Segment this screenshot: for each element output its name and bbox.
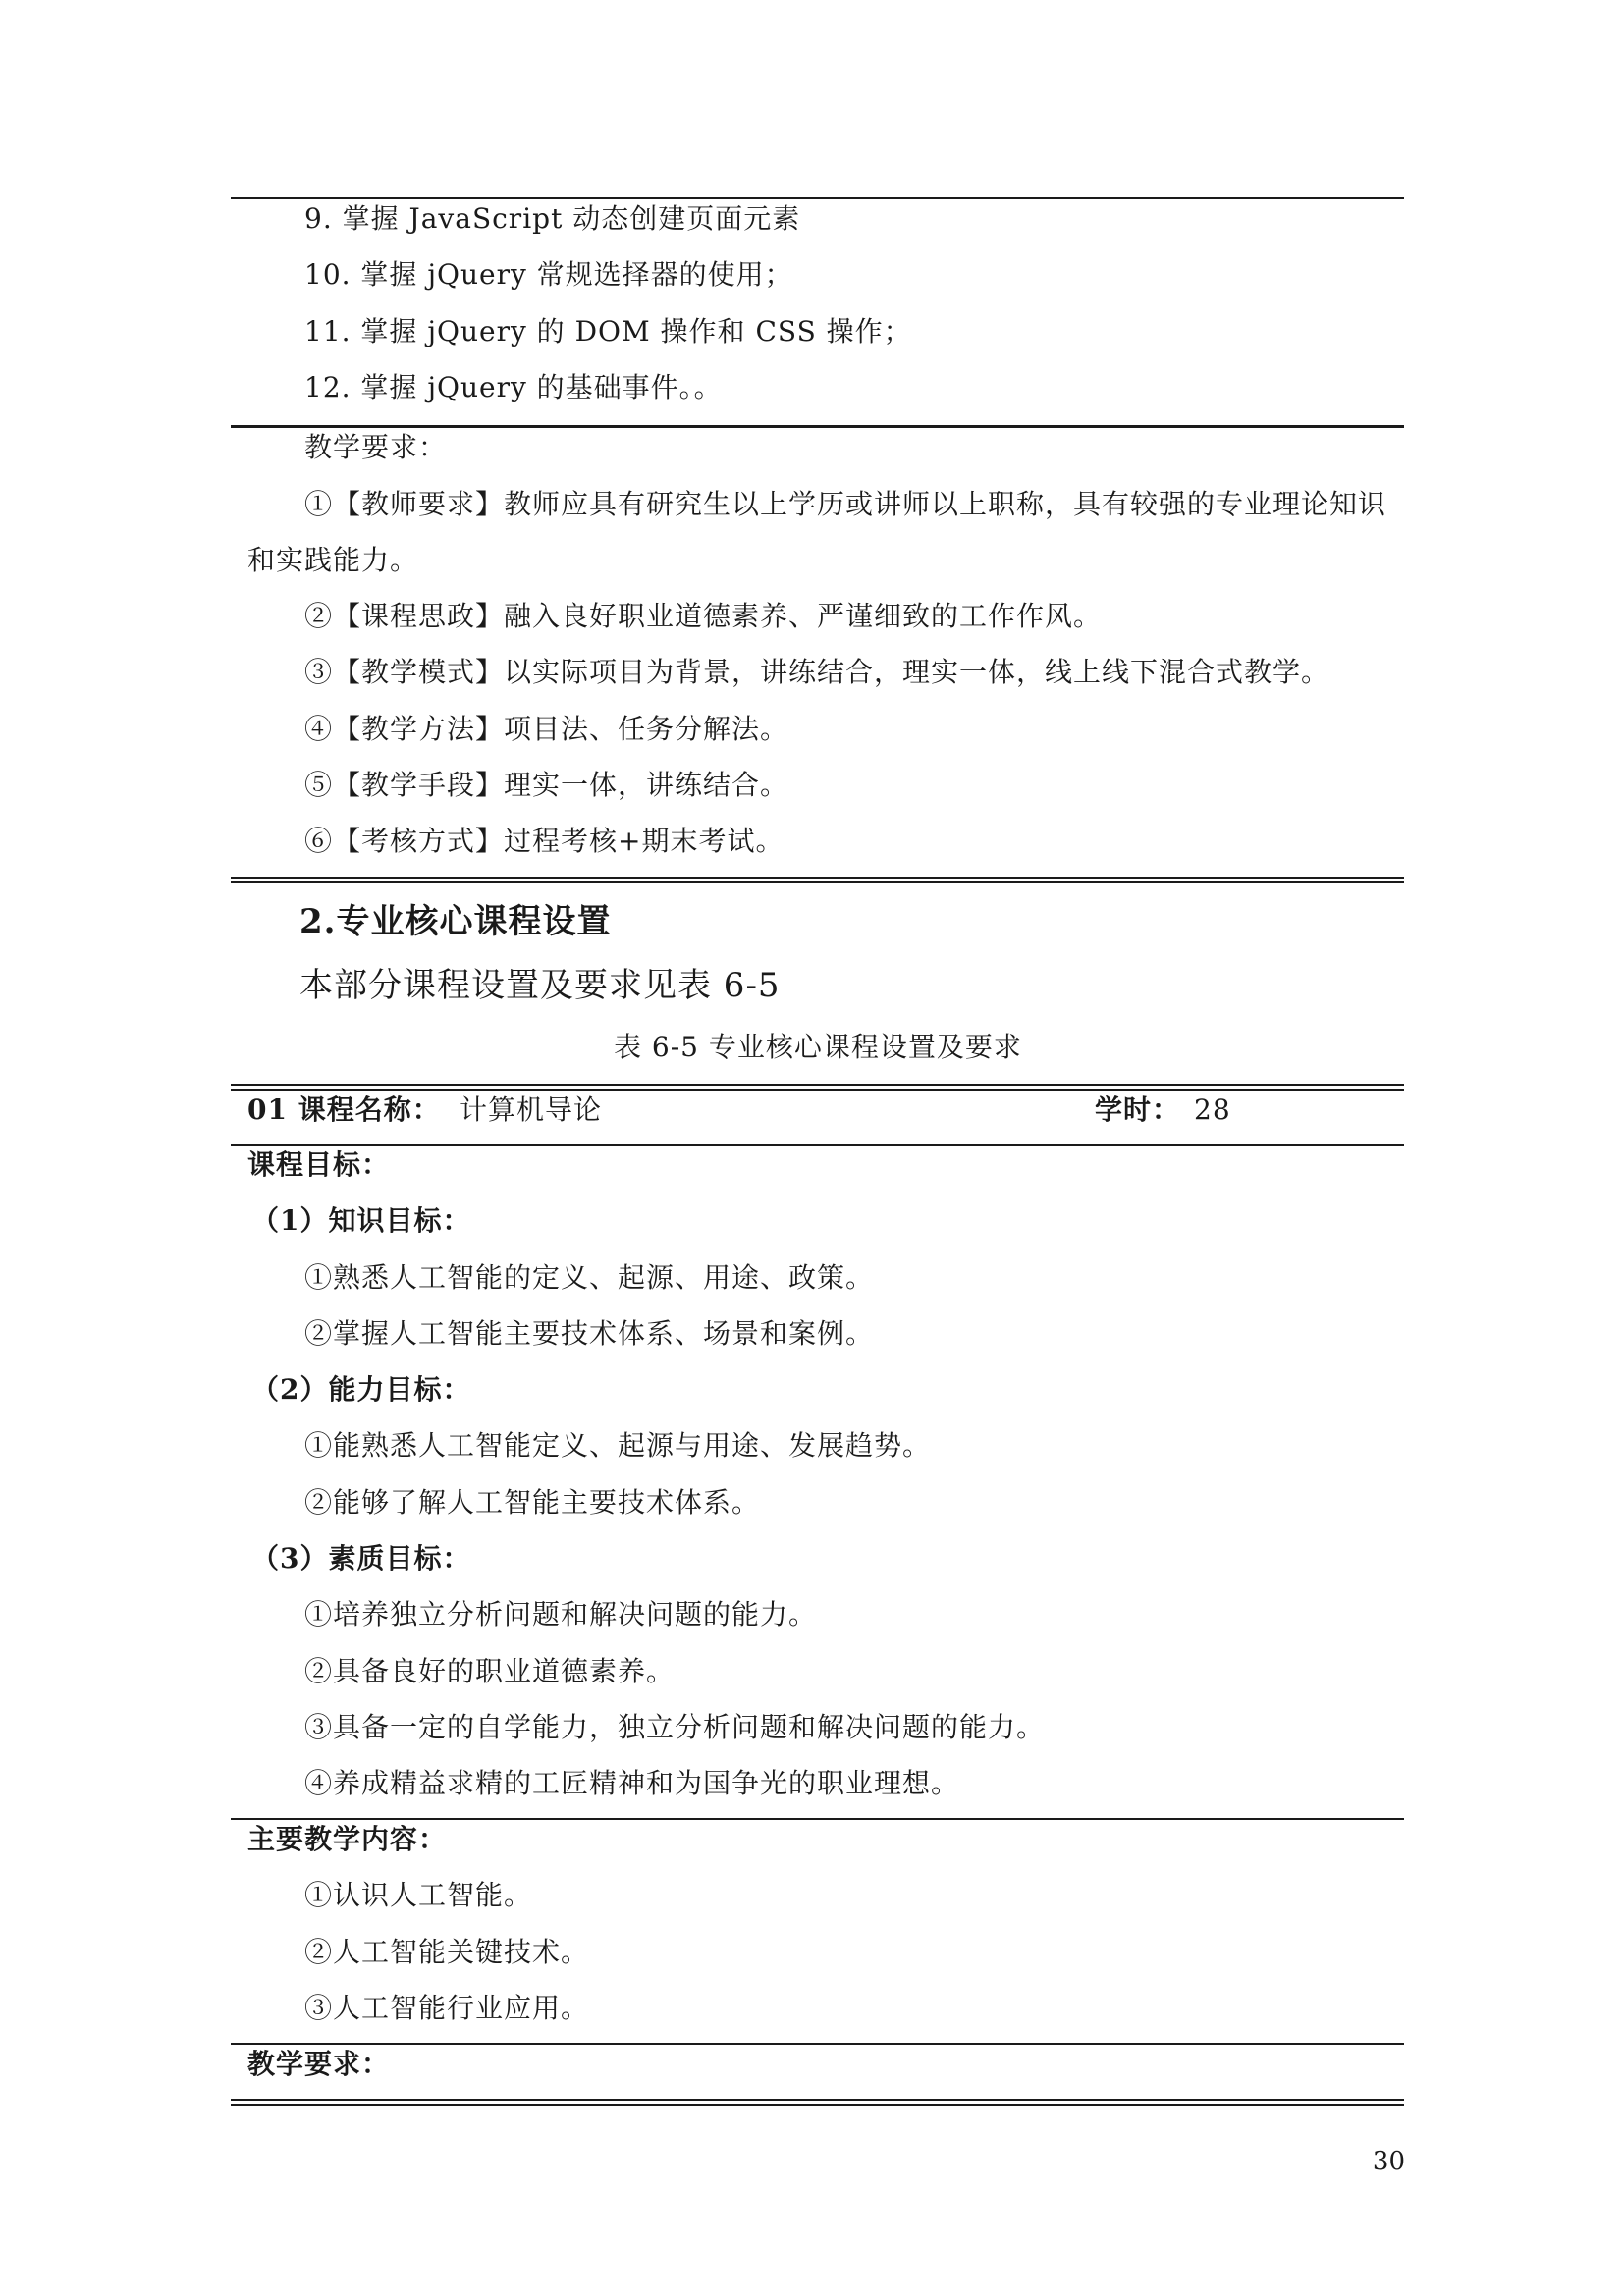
page-number: 30 — [1372, 2147, 1405, 2176]
knowledge-goal: ②掌握人工智能主要技术体系、场景和案例。 — [304, 1317, 875, 1350]
ability-goal: ①能熟悉人工智能定义、起源与用途、发展趋势。 — [304, 1429, 932, 1462]
course-name-label: 01 课程名称： — [247, 1094, 441, 1126]
quality-goals-heading: （3）素质目标： — [251, 1542, 471, 1575]
list-item: 11. 掌握 jQuery 的 DOM 操作和 CSS 操作； — [304, 315, 912, 347]
table-caption: 表 6-5 专业核心课程设置及要求 — [614, 1031, 1022, 1063]
content-item: ②人工智能关键技术。 — [304, 1936, 590, 1968]
teaching-mode: ③【教学模式】以实际项目为背景，讲练结合，理实一体，线上线下混合式教学。 — [304, 656, 1330, 688]
row-divider — [231, 425, 1404, 428]
course-table-top-rule — [231, 1084, 1404, 1086]
main-content-heading: 主要教学内容： — [247, 1823, 448, 1855]
content-item: ③人工智能行业应用。 — [304, 1992, 590, 2024]
teaching-method: ④【教学方法】项目法、任务分解法。 — [304, 713, 789, 745]
course-teaching-req-heading: 教学要求： — [247, 2048, 391, 2080]
course-table-bottom-rule-2 — [231, 2104, 1404, 2106]
ability-goals-heading: （2）能力目标： — [251, 1373, 471, 1406]
ability-goal: ②能够了解人工智能主要技术体系。 — [304, 1486, 761, 1519]
list-item: 10. 掌握 jQuery 常规选择器的使用； — [304, 258, 793, 291]
row-divider — [231, 1818, 1404, 1820]
quality-goal: ①培养独立分析问题和解决问题的能力。 — [304, 1598, 818, 1630]
section-title: 2.专业核心课程设置 — [299, 902, 612, 941]
course-table-top-rule-2 — [231, 1089, 1404, 1091]
teaching-requirements-heading: 教学要求： — [304, 431, 448, 463]
course-ideology: ②【课程思政】融入良好职业道德素养、严谨细致的工作作风。 — [304, 600, 1103, 632]
course-name-value: 计算机导论 — [460, 1094, 603, 1126]
assessment-method: ⑥【考核方式】过程考核+期末考试。 — [304, 825, 785, 857]
list-item: 12. 掌握 jQuery 的基础事件。。 — [304, 371, 723, 403]
list-item: 9. 掌握 JavaScript 动态创建页面元素 — [304, 202, 801, 235]
knowledge-goal: ①熟悉人工智能的定义、起源、用途、政策。 — [304, 1261, 875, 1294]
course-table-bottom-rule — [231, 2099, 1404, 2101]
knowledge-goals-heading: （1）知识目标： — [251, 1204, 471, 1237]
course-goals-heading: 课程目标： — [247, 1148, 391, 1181]
quality-goal: ④养成精益求精的工匠精神和为国争光的职业理想。 — [304, 1767, 960, 1799]
row-divider — [231, 2043, 1404, 2045]
course-hours-value: 28 — [1194, 1094, 1231, 1126]
teaching-means: ⑤【教学手段】理实一体，讲练结合。 — [304, 769, 789, 801]
table-bottom-rule-2 — [231, 881, 1404, 883]
quality-goal: ②具备良好的职业道德素养。 — [304, 1655, 676, 1687]
section-lead: 本部分课程设置及要求见表 6-5 — [299, 966, 781, 1005]
quality-goal: ③具备一定的自学能力，独立分析问题和解决问题的能力。 — [304, 1711, 1046, 1743]
table-top-rule — [231, 197, 1404, 199]
teacher-requirement: ①【教师要求】教师应具有研究生以上学历或讲师以上职称，具有较强的专业理论知识 — [304, 488, 1387, 520]
course-hours-label: 学时： — [1095, 1094, 1181, 1126]
table-bottom-rule — [231, 877, 1404, 879]
content-item: ①认识人工智能。 — [304, 1879, 533, 1911]
teacher-requirement-cont: 和实践能力。 — [247, 544, 419, 576]
row-divider — [231, 1144, 1404, 1146]
